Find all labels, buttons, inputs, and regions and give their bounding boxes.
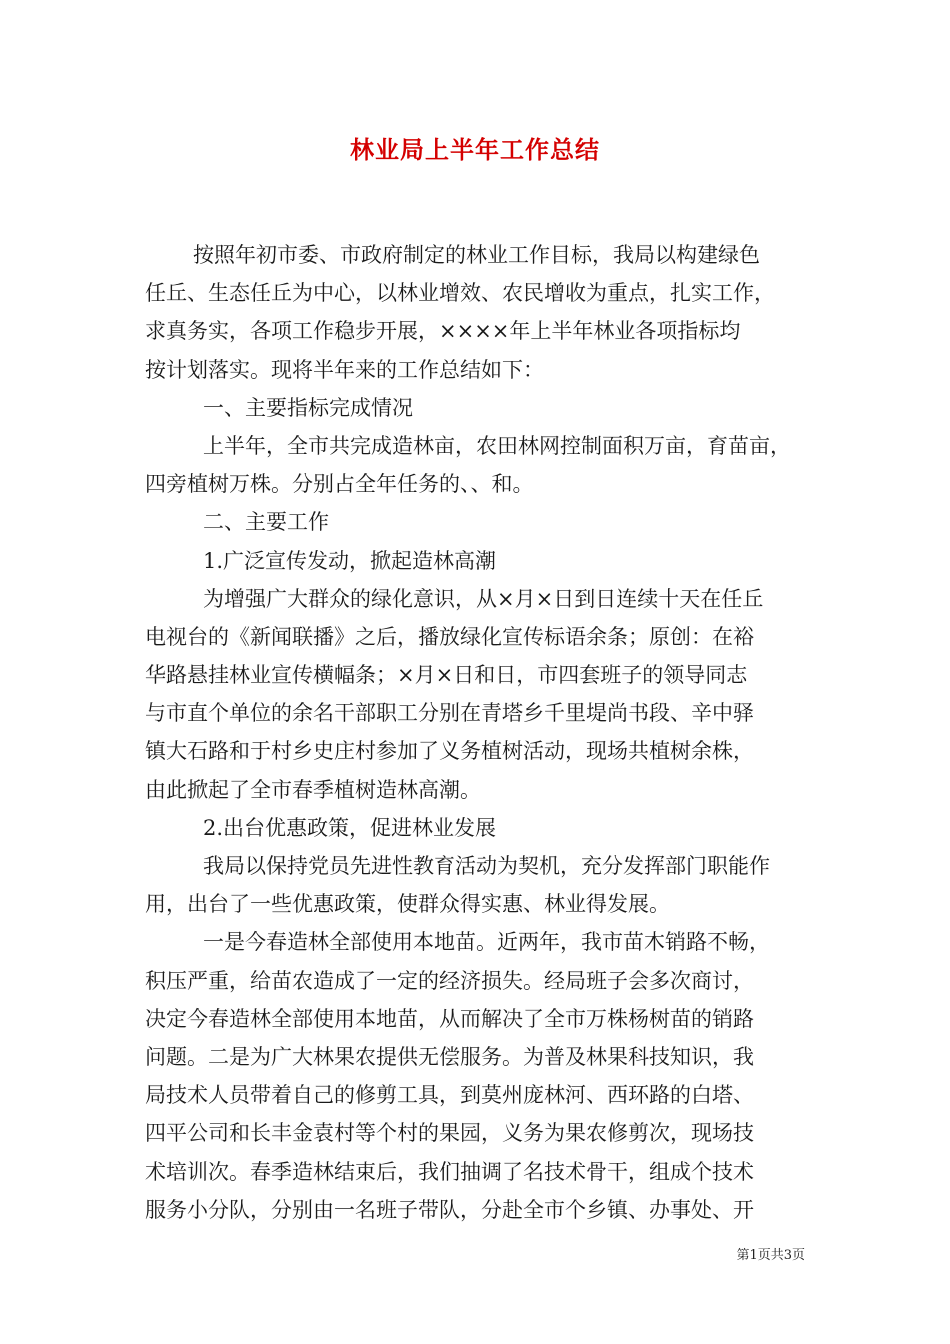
paragraph-line: 按照年初市委、市政府制定的林业工作目标，我局以构建绿色 — [193, 243, 760, 267]
paragraph-line: 电视台的《新闻联播》之后，播放绿化宣传标语余条；原创：在裕 — [145, 624, 754, 649]
paragraph-line: 华路悬挂林业宣传横幅条；×月×日和日，市四套班子的领导同志 — [145, 663, 748, 688]
section-heading: 一、主要指标完成情况 — [203, 395, 413, 420]
paragraph-line: 问题。二是为广大林果农提供无偿服务。为普及林果科技知识，我 — [145, 1044, 754, 1069]
paragraph-line: 服务小分队，分别由一名班子带队，分赴全市个乡镇、办事处、开 — [145, 1197, 754, 1222]
document-title: 林业局上半年工作总结 — [350, 135, 600, 164]
paragraph-line: 用，出台了一些优惠政策，使群众得实惠、林业得发展。 — [145, 892, 670, 917]
paragraph-line: 一是今春造林全部使用本地苗。近两年，我市苗木销路不畅， — [203, 930, 770, 955]
paragraph-line: 为增强广大群众的绿化意识，从×月×日到日连续十天在任丘 — [203, 586, 764, 611]
page-number: 第1页共3页 — [736, 1248, 805, 1263]
paragraph-line: 求真务实，各项工作稳步开展，××××年上半年林业各项指标均 — [145, 319, 741, 344]
paragraph-line: 四旁植树万株。分别占全年任务的、、和。 — [145, 472, 534, 497]
paragraph-line: 按计划落实。现将半年来的工作总结如下： — [145, 357, 544, 382]
document-body — [145, 236, 807, 1229]
subsection-heading: 1.广泛宣传发动，掀起造林高潮 — [203, 548, 497, 573]
paragraph-line: 上半年，全市共完成造林亩，农田林网控制面积万亩，育苗亩， — [203, 433, 791, 458]
subsection-heading: 2.出台优惠政策，促进林业发展 — [203, 815, 497, 840]
paragraph-line: 镇大石路和于村乡史庄村参加了义务植树活动，现场共植树余株， — [145, 739, 754, 764]
paragraph-line: 四平公司和长丰金袁村等个村的果园，义务为果农修剪次，现场技 — [145, 1121, 754, 1146]
section-heading: 二、主要工作 — [203, 510, 329, 535]
paragraph-line: 我局以保持党员先进性教育活动为契机，充分发挥部门职能作 — [203, 854, 770, 878]
paragraph-line: 局技术人员带着自己的修剪工具，到莫州庞林河、西环路的白塔、 — [145, 1083, 754, 1108]
paragraph-line: 由此掀起了全市春季植树造林高潮。 — [145, 777, 481, 802]
paragraph-line: 积压严重，给苗农造成了一定的经济损失。经局班子会多次商讨， — [145, 968, 754, 993]
paragraph-line: 术培训次。春季造林结束后，我们抽调了名技术骨干，组成个技术 — [145, 1159, 754, 1184]
paragraph-line: 与市直个单位的余名干部职工分别在青塔乡千里堤尚书段、辛中驿 — [145, 701, 754, 726]
paragraph-line: 任丘、生态任丘为中心，以林业增效、农民增收为重点，扎实工作， — [145, 281, 775, 306]
paragraph-line: 决定今春造林全部使用本地苗，从而解决了全市万株杨树苗的销路 — [145, 1006, 754, 1031]
